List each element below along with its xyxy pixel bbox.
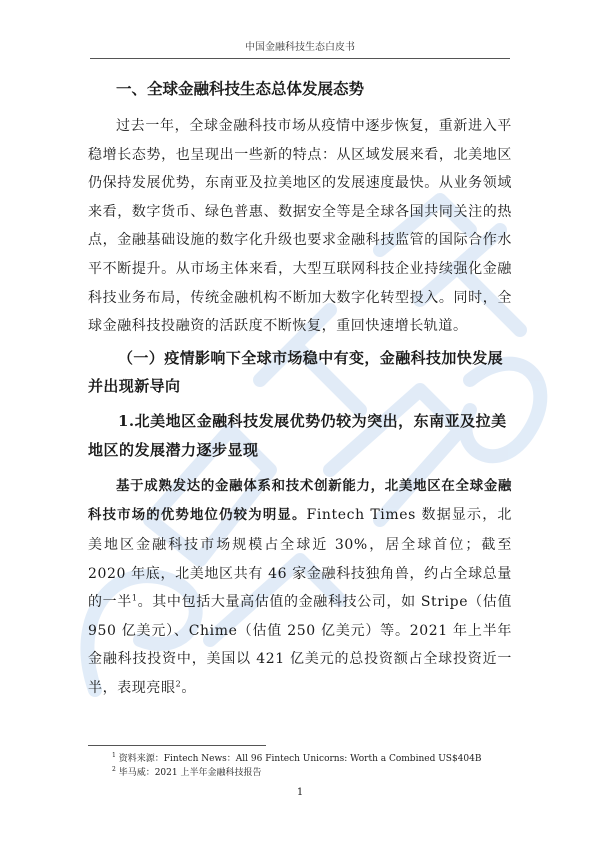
paragraph-text: 。	[181, 679, 196, 696]
body-paragraph	[88, 472, 512, 703]
paragraph-text: Fintech Times 数据显示，北美地区金融科技市场规模占全球近 30%，居全球首位；截至 2020 年底，北美地区共有 46 家金融科技独角兽，约占全球总量的一半	[88, 507, 513, 611]
footnote-item	[112, 752, 512, 766]
footnote-mark: 1	[112, 752, 116, 759]
header-divider	[90, 58, 510, 59]
footnote-divider	[88, 745, 266, 746]
running-header: 中国金融科技生态白皮书	[245, 42, 355, 53]
footnote-text: 毕马威：2021 上半年金融科技报告	[118, 768, 262, 778]
footnote-ref-1[interactable]: 1	[131, 593, 138, 603]
footnote-item	[112, 766, 512, 780]
footnotes	[112, 752, 512, 780]
footnote-ref-2[interactable]: 2	[175, 679, 182, 689]
paragraph-text: 。其中包括大量高估值的金融科技公司，如 Stripe（估值 950 亿美元）、Chime（估值 250 亿美元）等。2021 年上半年金融科技投资中，美国以 421 亿美元的总投资额占全球投资近一半，表现亮眼	[88, 594, 512, 696]
page-number: 1	[296, 787, 304, 798]
paragraph-lead-sentence: 基于成熟发达的金融体系和技术创新能力，北美地区在全球金融科技市场的优势地位仍较为明显。	[88, 478, 512, 524]
footnote-text: 资料来源：Fintech News：All 96 Fintech Unicorns: Worth a Combined US$404B	[118, 754, 482, 764]
section-heading: 一、全球金融科技生态总体发展态势	[116, 80, 365, 98]
footnote-mark: 2	[112, 766, 116, 773]
intro-paragraph: 过去一年，全球金融科技市场从疫情中逐步恢复，重新进入平稳增长态势，也呈现出一些新的特点：从区域发展来看，北美地区仍保持发展优势，东南亚及拉美地区的发展速度最快。从业务领域来看，数字货币、绿色普惠、数据安全等是全球各国共同关注的热点，金融基础设施的数字化升级也要求金融科技监管的国际合作水平不断提升。从市场主体来看，大型互联网科技企业持续强化金融科技业务布局，传统金融机构不断加大数字化转型投入。同时，全球金融科技投融资的活跃度不断恢复，重回快速增长轨道。	[88, 118, 512, 335]
point-heading: 1.北美地区金融科技发展优势仍较为突出，东南亚及拉美地区的发展潜力逐步显现	[88, 411, 507, 459]
subsection-heading: （一）疫情影响下全球市场稳中有变，金融科技加快发展并出现新导向	[88, 348, 504, 396]
page-body	[88, 74, 512, 703]
